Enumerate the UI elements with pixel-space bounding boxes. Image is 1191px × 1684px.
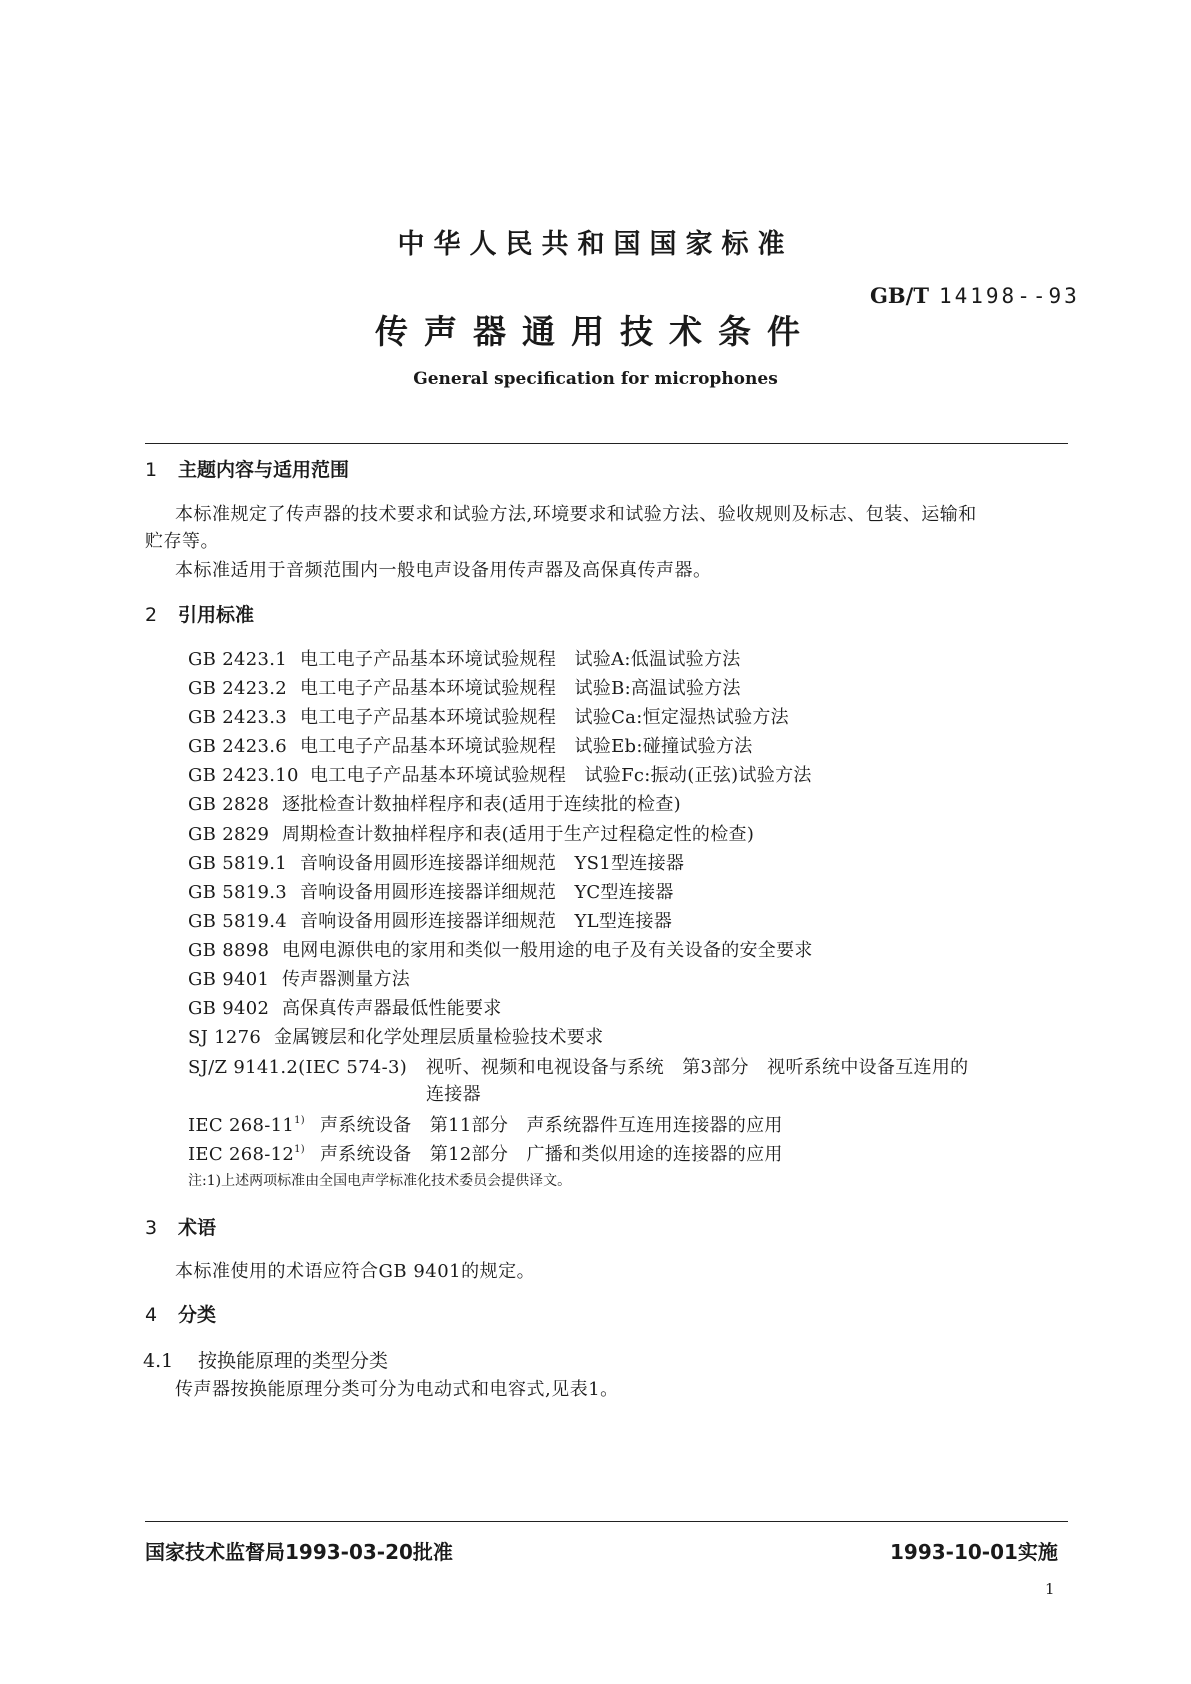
- reference-item: [188, 703, 789, 729]
- reference-title: 逐批检查计数抽样程序和表(适用于连续批的检查): [282, 794, 681, 815]
- document-title-english: General specification for microphones: [413, 369, 778, 389]
- reference-title: 电工电子产品基本环境试验规程 试验B:高温试验方法: [300, 678, 741, 699]
- standard-code: [870, 283, 1080, 308]
- reference-title: 声系统设备 第12部分 广播和类似用途的连接器的应用: [320, 1144, 783, 1165]
- reference-title: 电工电子产品基本环境试验规程 试验Fc:振动(正弦)试验方法: [310, 765, 812, 786]
- reference-item: [188, 936, 813, 962]
- section-title: 引用标准: [178, 604, 255, 626]
- section-1-paragraph-1-line-1: 本标准规定了传声器的技术要求和试验方法,环境要求和试验方法、验收规则及标志、包装、运输和: [175, 504, 977, 525]
- reference-code: GB 2423.10: [188, 765, 299, 786]
- reference-code: GB 5819.4: [188, 911, 288, 932]
- reference-title: 音响设备用圆形连接器详细规范 YS1型连接器: [300, 853, 685, 874]
- reference-code: GB 2423.2: [188, 678, 288, 699]
- reference-code: GB 2423.1: [188, 649, 288, 670]
- reference-item: [188, 965, 410, 991]
- reference-code: GB 9402: [188, 998, 270, 1019]
- reference-code: GB 2828: [188, 794, 270, 815]
- reference-item: [188, 994, 502, 1020]
- reference-title: 连接器: [426, 1084, 481, 1105]
- reference-code: GB 5819.3: [188, 882, 288, 903]
- effective-date: 1993-10-01实施: [890, 1540, 1058, 1564]
- standard-code-number: 14198--93: [938, 284, 1080, 308]
- reference-item: [188, 732, 753, 758]
- section-number: 1: [145, 459, 158, 481]
- reference-title: 音响设备用圆形连接器详细规范 YL型连接器: [300, 911, 673, 932]
- reference-item: [188, 1023, 603, 1049]
- footnote: 注:1)上述两项标准由全国电声学标准化技术委员会提供译文。: [188, 1173, 572, 1189]
- approval-date: 国家技术监督局1993-03-20批准: [145, 1540, 453, 1564]
- reference-item: [188, 849, 684, 875]
- footer-divider: [145, 1521, 1068, 1522]
- reference-item: [188, 820, 754, 846]
- subsection-4-1-heading: [143, 1346, 388, 1373]
- reference-item-continuation: [426, 1080, 481, 1106]
- reference-item: [188, 1053, 968, 1079]
- reference-title: 电工电子产品基本环境试验规程 试验Ca:恒定湿热试验方法: [300, 707, 789, 728]
- section-title: 术语: [178, 1217, 217, 1239]
- standard-organization: 中华人民共和国国家标准: [397, 229, 794, 260]
- header-divider: [145, 443, 1068, 444]
- reference-title: 传声器测量方法: [282, 969, 411, 990]
- section-title: 分类: [178, 1304, 217, 1326]
- reference-code: SJ 1276: [188, 1027, 262, 1048]
- standard-code-prefix: GB/T: [870, 283, 929, 308]
- reference-title: 电工电子产品基本环境试验规程 试验A:低温试验方法: [300, 649, 741, 670]
- section-number: 3: [145, 1217, 158, 1239]
- reference-item: [188, 1111, 783, 1137]
- reference-title: 电网电源供电的家用和类似一般用途的电子及有关设备的安全要求: [282, 940, 813, 961]
- section-1-paragraph-1-line-2: 贮存等。: [145, 531, 219, 552]
- reference-code: GB 2423.6: [188, 736, 288, 757]
- section-title: 主题内容与适用范围: [178, 459, 350, 481]
- reference-code: GB 8898: [188, 940, 270, 961]
- reference-item: [188, 645, 741, 671]
- section-4-heading: [145, 1300, 216, 1327]
- reference-code: GB 2423.3: [188, 707, 288, 728]
- section-2-heading: [145, 600, 254, 627]
- page-number: 1: [1045, 1580, 1055, 1598]
- reference-title: 周期检查计数抽样程序和表(适用于生产过程稳定性的检查): [282, 824, 755, 845]
- reference-item: [188, 907, 672, 933]
- document-title-chinese: 传声器通用技术条件: [375, 312, 816, 351]
- reference-code: IEC 268-11: [188, 1115, 295, 1136]
- reference-title: 视听、视频和电视设备与系统 第3部分 视听系统中设备互连用的: [426, 1057, 969, 1078]
- reference-item: [188, 674, 741, 700]
- section-number: 4: [145, 1304, 158, 1326]
- reference-title: 金属镀层和化学处理层质量检验技术要求: [274, 1027, 604, 1048]
- reference-item: [188, 878, 674, 904]
- reference-item: [188, 790, 681, 816]
- subsection-title: 按换能原理的类型分类: [198, 1350, 389, 1372]
- section-number: 2: [145, 604, 158, 626]
- reference-title: 电工电子产品基本环境试验规程 试验Eb:碰撞试验方法: [300, 736, 753, 757]
- subsection-4-1-paragraph-1: 传声器按换能原理分类可分为电动式和电容式,见表1。: [175, 1379, 619, 1400]
- reference-title: 音响设备用圆形连接器详细规范 YC型连接器: [300, 882, 674, 903]
- reference-title: 声系统设备 第11部分 声系统器件互连用连接器的应用: [320, 1115, 783, 1136]
- reference-item: [188, 761, 812, 787]
- section-1-heading: [145, 455, 349, 482]
- reference-code: SJ/Z 9141.2(IEC 574-3): [188, 1057, 408, 1078]
- section-1-paragraph-2: 本标准适用于音频范围内一般电声设备用传声器及高保真传声器。: [175, 560, 712, 581]
- footnote-marker: 1): [294, 1115, 305, 1126]
- reference-item: [188, 1140, 783, 1166]
- section-3-paragraph-1: 本标准使用的术语应符合GB 9401的规定。: [175, 1261, 536, 1282]
- reference-code: GB 5819.1: [188, 853, 288, 874]
- reference-code: IEC 268-12: [188, 1144, 295, 1165]
- footnote-marker: 1): [294, 1144, 305, 1155]
- reference-code: GB 9401: [188, 969, 270, 990]
- section-3-heading: [145, 1213, 216, 1240]
- reference-code: GB 2829: [188, 824, 270, 845]
- reference-title: 高保真传声器最低性能要求: [282, 998, 502, 1019]
- subsection-number: 4.1: [143, 1350, 174, 1372]
